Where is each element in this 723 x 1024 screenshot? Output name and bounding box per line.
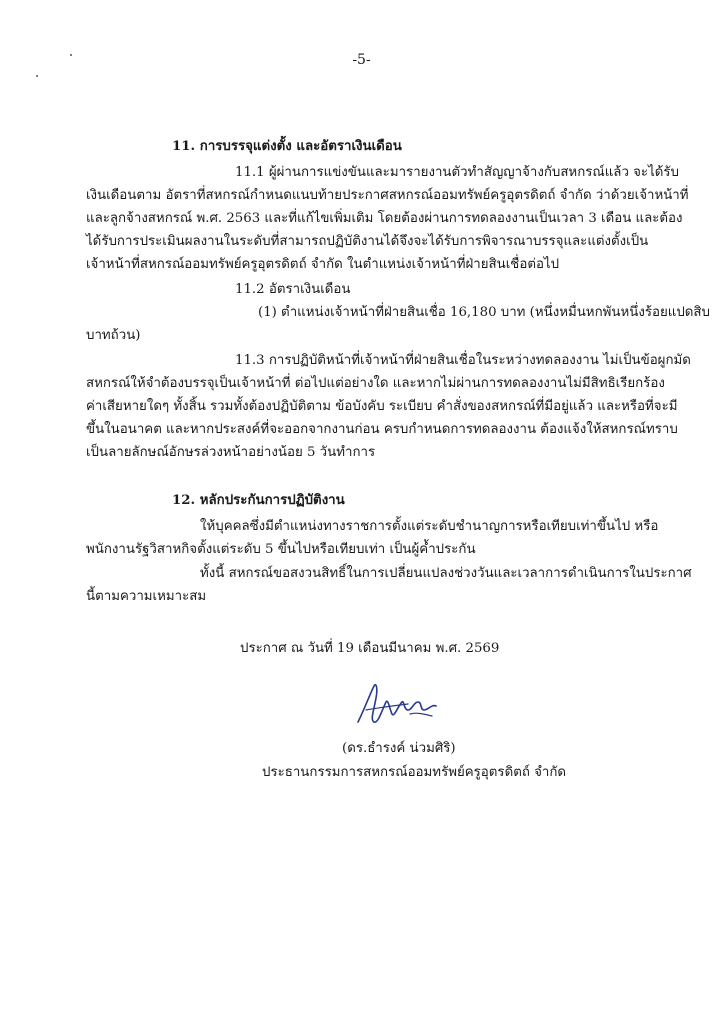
- para-line: 11.3 การปฏิบัติหน้าที่เจ้าหน้าที่ฝ่ายสินเชื่อในระหว่างทดลองงาน ไม่เป็นข้อผูกมัด: [235, 353, 691, 368]
- signatory-name: (ดร.ธำรงค์ น่วมศิริ): [342, 741, 456, 756]
- para-line: (1) ตำแหน่งเจ้าหน้าที่ฝ่ายสินเชื่อ 16,180 บาท (หนึ่งหมื่นหกพันหนึ่งร้อยแปดสิบ: [258, 305, 710, 320]
- para-line: ขึ้นในอนาคต และหากประสงค์ที่จะออกจากงานก่อน ครบกำหนดการทดลองงาน ต้องแจ้งให้สหกรณ์ทราบ: [86, 422, 678, 437]
- para-line: เจ้าหน้าที่สหกรณ์ออมทรัพย์ครูอุตรดิตถ์ จำกัด ในตำแหน่งเจ้าหน้าที่ฝ่ายสินเชื่อต่อไป: [86, 257, 560, 272]
- para-line: พนักงานรัฐวิสาหกิจตั้งแต่ระดับ 5 ขึ้นไปหรือเทียบเท่า เป็นผู้ค้ำประกัน: [86, 542, 476, 557]
- subheading-salary: 11.2 อัตราเงินเดือน: [235, 282, 351, 297]
- para-line: สหกรณ์ให้จำต้องบรรจุเป็นเจ้าหน้าที่ ต่อไปแต่อย่างใด และหากไม่ผ่านการทดลองงานไม่มีสิทธิเรียกร้อง: [86, 376, 665, 391]
- para-line: 11.1 ผู้ผ่านการแข่งขันและมารายงานตัวทำสัญญาจ้างกับสหกรณ์แล้ว จะได้รับ: [235, 165, 679, 180]
- scan-speck: [36, 75, 38, 77]
- para-line: ให้บุคคลซึ่งมีตำแหน่งทางราชการตั้งแต่ระดับชำนาญการหรือเทียบเท่าขึ้นไป หรือ: [200, 519, 659, 534]
- para-line: เงินเดือนตาม อัตราที่สหกรณ์กำหนดแนบท้ายประกาศสหกรณ์ออมทรัพย์ครูอุตรดิตถ์ จำกัด ว่าด้วยเจ้าหน้าที่: [86, 188, 689, 203]
- signature-image: [352, 680, 442, 730]
- para-line: ค่าเสียหายใดๆ ทั้งสิ้น รวมทั้งต้องปฏิบัติตาม ข้อบังคับ ระเบียบ คำสั่งของสหกรณ์ที่มีอยู่แล้ว และหรือที่จะมี: [86, 399, 678, 414]
- section-11-heading: 11. การบรรจุแต่งตั้ง และอัตราเงินเดือน: [172, 139, 402, 154]
- para-line: นี้ตามความเหมาะสม: [86, 589, 207, 604]
- para-line: เป็นลายลักษณ์อักษรล่วงหน้าอย่างน้อย 5 วันทำการ: [86, 445, 376, 460]
- para-line: และลูกจ้างสหกรณ์ พ.ศ. 2563 และที่แก้ไขเพิ่มเติม โดยต้องผ่านการทดลองงานเป็นเวลา 3 เดือน และต้อง: [86, 211, 683, 226]
- section-12-heading: 12. หลักประกันการปฏิบัติงาน: [172, 493, 345, 508]
- signatory-title: ประธานกรรมการสหกรณ์ออมทรัพย์ครูอุตรดิตถ์ จำกัด: [262, 765, 567, 780]
- para-line: ทั้งนี้ สหกรณ์ขอสงวนสิทธิ์ในการเปลี่ยนแปลงช่วงวันและเวลาการดำเนินการในประกาศ: [200, 566, 692, 581]
- para-line: ได้รับการประเมินผลงานในระดับที่สามารถปฏิบัติงานได้จึงจะได้รับการพิจารณาบรรจุและแต่งตั้งเป็น: [86, 234, 649, 249]
- para-line: บาทถ้วน): [86, 328, 141, 343]
- page-number: -5-: [352, 52, 371, 68]
- announce-date: ประกาศ ณ วันที่ 19 เดือนมีนาคม พ.ศ. 2569: [240, 641, 500, 656]
